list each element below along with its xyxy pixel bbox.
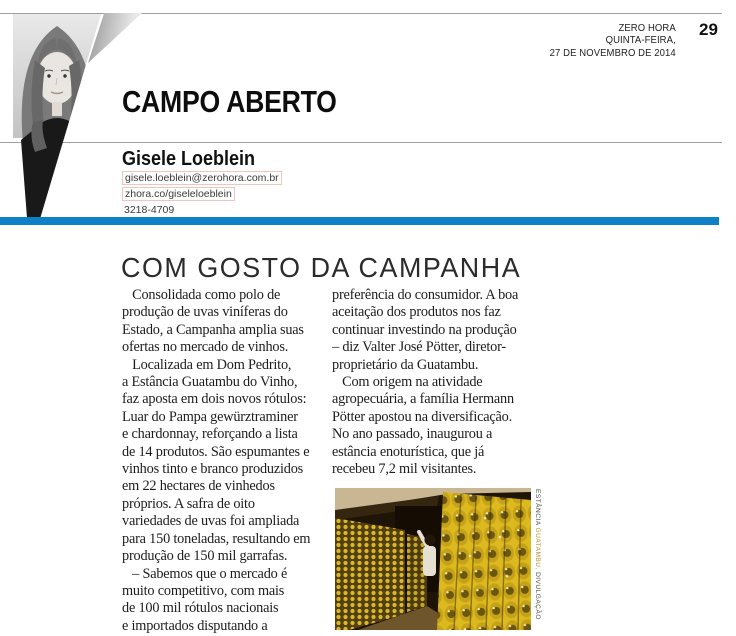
body-text-line: e importados disputando a: [122, 617, 268, 634]
body-text-line: em 22 hectares de vinhedos: [122, 478, 275, 495]
body-text-line: Estado, a Campanha amplia suas: [122, 321, 304, 338]
article-column-1: [122, 287, 328, 635]
header-divider-rule: [0, 142, 722, 143]
body-text-line: a Estância Guatambu do Vinho,: [122, 374, 298, 391]
body-text-line: preferência do consumidor. A boa: [332, 287, 519, 303]
body-text-line: para 150 toneladas, resultando em: [122, 530, 311, 547]
body-text-line: Localizada em Dom Pedrito,: [122, 356, 292, 373]
body-text-line: produção de 150 mil garrafas.: [122, 548, 288, 565]
body-text-line: variedades de uvas foi ampliada: [122, 513, 300, 530]
column-title: CAMPO ABERTO: [122, 84, 337, 119]
body-text-line: agropecuária, a família Hermann: [332, 391, 514, 408]
weekday: QUINTA-FEIRA,: [605, 35, 676, 47]
article-photo-wine-cellar: [335, 488, 531, 630]
article-headline: COM GOSTO DA CAMPANHA: [121, 252, 522, 283]
author-contact-block: [122, 171, 282, 219]
body-text-line: proprietário da Guatambu.: [332, 356, 479, 373]
author-url-link[interactable]: zhora.co/giseleloeblein: [122, 187, 235, 201]
body-text-line: – Sabemos que o mercado é: [122, 565, 288, 582]
body-text-line: de 14 produtos. São espumantes e: [122, 443, 310, 460]
body-text-line: de 100 mil rótulos nacionais: [122, 600, 279, 617]
masthead: [543, 23, 676, 60]
author-name: Gisele Loeblein: [122, 148, 256, 170]
body-text-line: Com origem na atividade: [332, 374, 483, 391]
author-email-link[interactable]: gisele.loeblein@zerohora.com.br: [122, 171, 282, 185]
body-text-line: recebeu 7,2 mil visitantes.: [332, 461, 477, 478]
body-text-line: Consolidada como polo de: [122, 287, 281, 303]
body-text-line: aceitação dos produtos nos faz: [332, 304, 501, 321]
body-text-line: No ano passado, inaugurou a: [332, 426, 493, 443]
author-portrait-illustration: [13, 14, 101, 218]
photo-credit-agency: GUATAMBU,: [534, 527, 541, 570]
body-text-line: Luar do Pampa gewürztraminer: [122, 408, 298, 425]
author-phone: 3218-4709: [124, 204, 175, 216]
body-text-line: faz aposta em dois novos rótulos:: [122, 391, 307, 408]
author-photo: [13, 14, 101, 218]
body-text-line: muito competitivo, com mais: [122, 582, 285, 599]
body-text-line: próprios. A safra de oito: [122, 495, 255, 512]
photo-credit-prefix: ESTÂNCIA: [534, 489, 541, 528]
wine-bottles-illustration: [335, 488, 531, 630]
article-column-2: [332, 287, 538, 478]
body-text-line: produção de uvas viníferas do: [122, 304, 288, 321]
body-text-line: – diz Valter José Pötter, diretor-: [332, 339, 506, 356]
issue-date: 27 DE NOVEMBRO DE 2014: [549, 47, 676, 59]
photo-credit: [534, 489, 541, 631]
body-text-line: e chardonnay, reforçando a lista: [122, 426, 298, 443]
section-accent-bar: [0, 217, 719, 225]
page-number: 29: [699, 20, 718, 39]
body-text-line: Pötter apostou na diversificação.: [332, 408, 512, 425]
photo-credit-suffix: DIVULGAÇÃO: [534, 569, 541, 620]
body-text-line: ofertas no mercado de vinhos.: [122, 339, 289, 356]
body-text-line: vinhos tinto e branco produzidos: [122, 461, 304, 478]
publication-name: ZERO HORA: [618, 23, 676, 34]
body-text-line: continuar investindo na produção: [332, 321, 517, 338]
body-text-line: estância enoturística, que já: [332, 443, 485, 460]
